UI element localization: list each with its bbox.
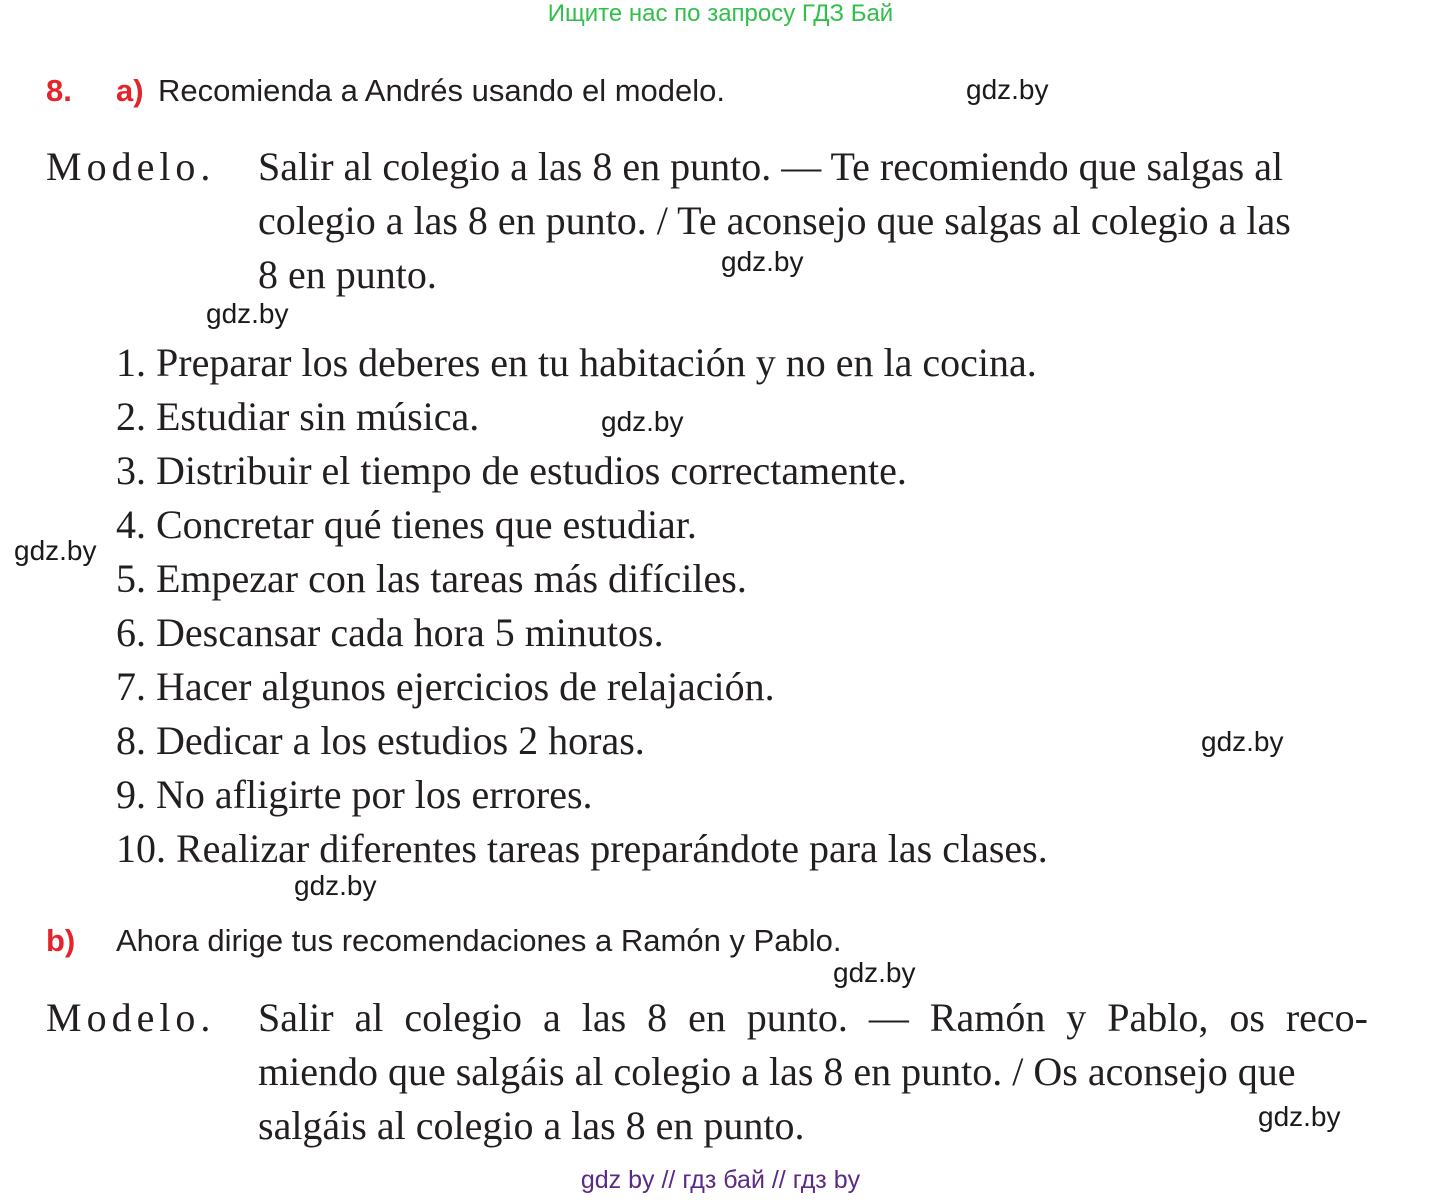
watermark: gdz.by: [721, 246, 804, 277]
part-b-instruction: Ahora dirige tus recomendaciones a Ramón y Pablo.: [116, 923, 842, 958]
list-item: 8. Dedicar a los estudios 2 horas.: [116, 718, 645, 763]
list-item: 4. Concretar qué tienes que estudiar.: [116, 502, 697, 547]
list-item: 5. Empezar con las tareas más difíciles.: [116, 556, 747, 601]
watermark: gdz.by: [601, 406, 684, 437]
list-item: 9. No afligirte por los errores.: [116, 772, 593, 817]
watermark: gdz.by: [294, 870, 377, 901]
part-b-letter: b): [46, 923, 76, 958]
part-b-modelo-line: Salir al colegio a las 8 en punto. — Ramón y Pablo, os reco-: [258, 995, 1368, 1040]
watermark: gdz.by: [833, 957, 916, 988]
exercise-number: 8.: [46, 73, 72, 108]
list-item: 10. Realizar diferentes tareas preparándote para las clases.: [116, 826, 1048, 871]
part-b-modelo-line: miendo que salgáis al colegio a las 8 en punto. / Os aconsejo que: [258, 1049, 1296, 1094]
top-banner: Ищите нас по запросу ГДЗ Бай: [547, 0, 894, 27]
watermark: gdz.by: [206, 298, 289, 329]
list-item: 2. Estudiar sin música.: [116, 394, 480, 439]
part-a-modelo-label: Modelo.: [46, 144, 216, 189]
part-a-modelo-line: Salir al colegio a las 8 en punto. — Te recomiendo que salgas al: [258, 144, 1284, 189]
watermark: gdz.by: [1201, 726, 1284, 757]
watermark: gdz.by: [14, 535, 97, 566]
watermark: gdz.by: [966, 74, 1049, 105]
part-a-modelo-line: colegio a las 8 en punto. / Te aconsejo que salgas al colegio a las: [258, 198, 1291, 243]
part-a-modelo-line: 8 en punto.: [258, 252, 437, 297]
part-b-modelo-line: salgáis al colegio a las 8 en punto.: [258, 1103, 805, 1148]
footer: gdz by // гдз бай // гдз by: [580, 1166, 861, 1194]
part-b-modelo-label: Modelo.: [46, 995, 216, 1040]
list-item: 7. Hacer algunos ejercicios de relajación.: [116, 664, 775, 709]
part-a-letter: a): [116, 73, 144, 108]
list-item: 1. Preparar los deberes en tu habitación y no en la cocina.: [116, 340, 1037, 385]
list-item: 3. Distribuir el tiempo de estudios correctamente.: [116, 448, 907, 493]
part-a-instruction: Recomienda a Andrés usando el modelo.: [158, 73, 725, 108]
list-item: 6. Descansar cada hora 5 minutos.: [116, 610, 664, 655]
watermark: gdz.by: [1258, 1101, 1341, 1132]
